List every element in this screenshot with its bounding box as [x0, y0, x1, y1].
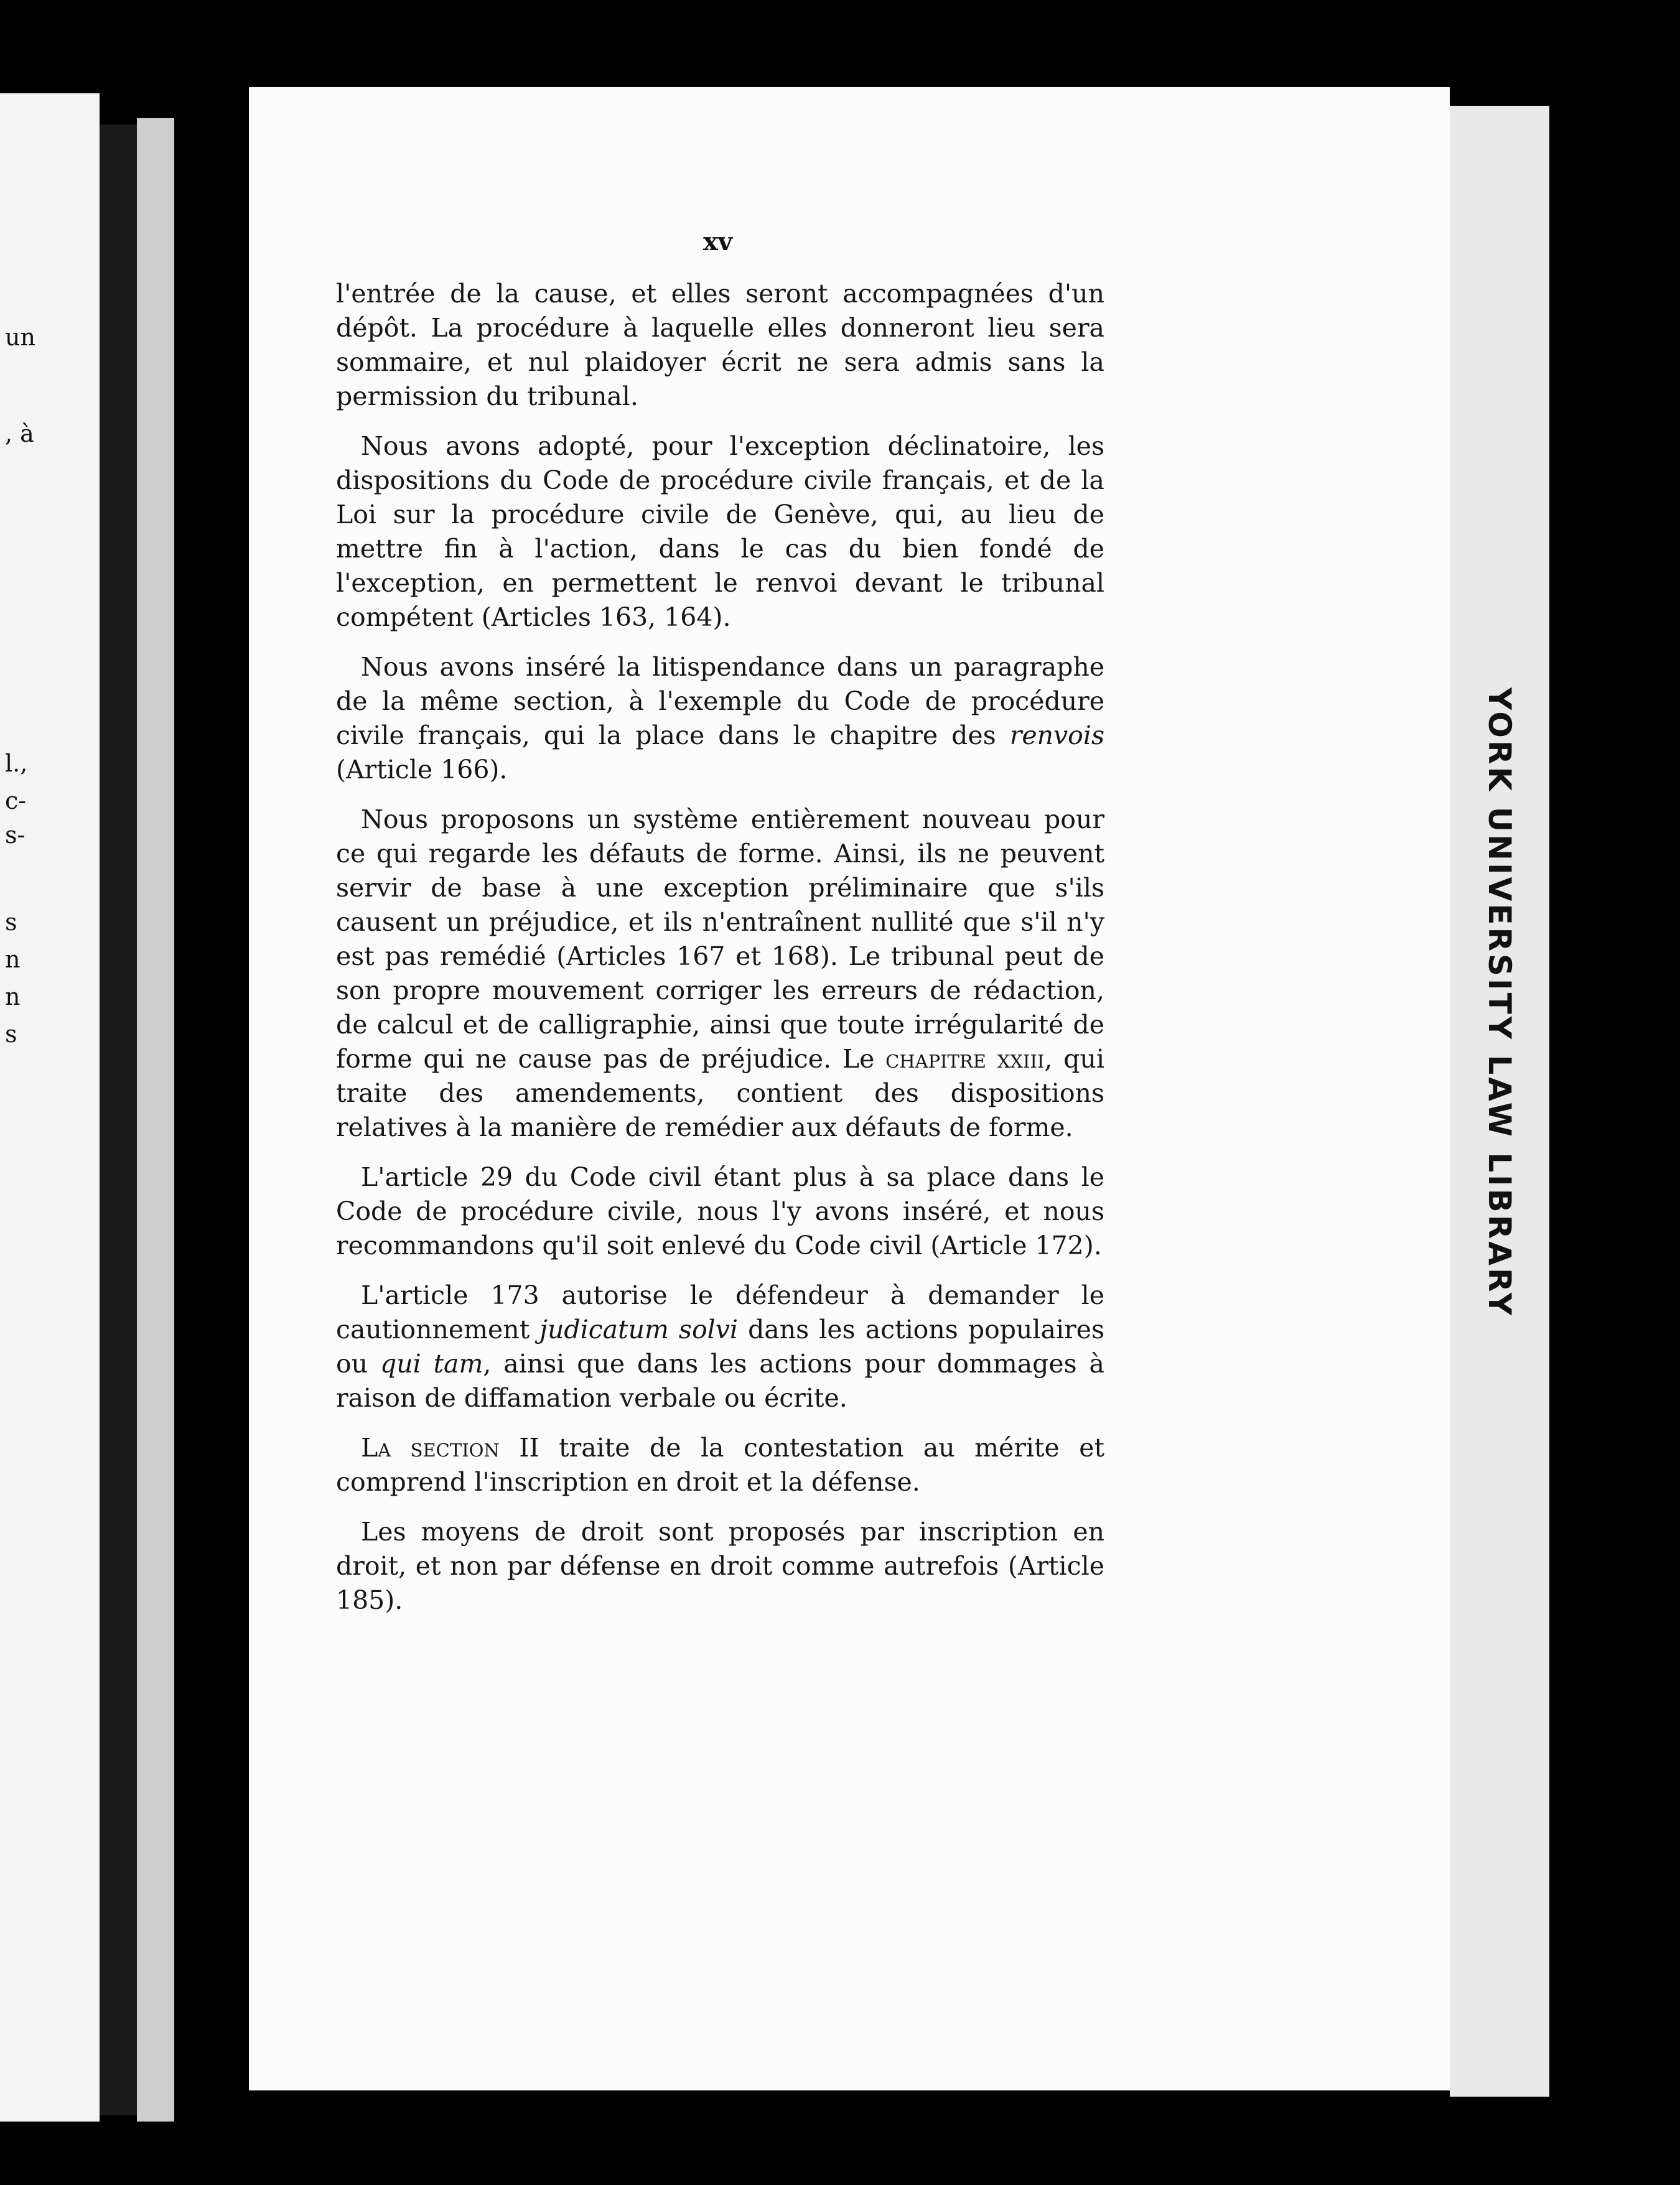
paragraph-text: Nous avons inséré la litispendance dans un paragraphe de la même section, à l'exemple du Code de procédure civile français, qui la place dans le chapitre des	[336, 652, 1104, 750]
library-stamp	[1450, 687, 1549, 1318]
paragraph	[336, 1515, 1104, 1618]
page-edge-band	[137, 118, 174, 2122]
left-page-fragment: , à	[5, 420, 34, 447]
book-gutter	[100, 124, 137, 2115]
paragraph-text: , ainsi que dans les actions pour dommages à raison de diffamation verbale ou écrite.	[336, 1349, 1104, 1413]
left-page-edge	[0, 93, 100, 2122]
paragraph-text: Nous avons adopté, pour l'exception déclinatoire, les dispositions du Code de procédure civile français, et de la Loi sur la procédure civile de Genève, qui, au lieu de mettre fin à l'action, dans le cas du bien fondé de l'exception, en permettent le renvoi devant le tribunal compétent (Articles 163, 164).	[336, 431, 1104, 632]
italic-text: qui tam	[380, 1349, 483, 1379]
left-page-fragment: c-	[5, 787, 27, 814]
left-page-fragment: n	[5, 946, 21, 973]
page-body-text	[336, 277, 1104, 1633]
paragraph	[336, 1431, 1104, 1499]
paragraph	[336, 277, 1104, 414]
paragraph-text: , qui traite des amendements, contient des dispositions relatives à la manière de remédier aux défauts de forme.	[336, 1044, 1104, 1142]
page-number: xv	[703, 227, 733, 256]
paragraph-text: Les moyens de droit sont proposés par inscription en droit, et non par défense en droit comme autrefois (Article 185).	[336, 1517, 1104, 1615]
paragraph-text: L'article 173 autorise le défendeur à demander le cautionnement	[336, 1280, 1104, 1344]
left-page-fragment: s-	[5, 821, 26, 849]
paragraph-text: dans les actions populaires ou	[336, 1315, 1105, 1379]
paragraph-text: Nous proposons un système entièrement nouveau pour ce qui regarde les défauts de forme. Ainsi, ils ne peuvent servir de base à une exception préliminaire que s'ils causent un préjudice, et ils n'entraînent nullité que s'il n'y est pas remédié (Articles 167 et 168). Le tribunal peut de son propre mouvement corriger les erreurs de rédaction, de calcul et de calligraphie, ainsi que toute irrégularité de forme qui ne cause pas de préjudice. Le	[336, 804, 1104, 1074]
small-caps-text: La section	[361, 1433, 500, 1463]
left-page-fragment: l.,	[5, 750, 28, 777]
paragraph	[336, 1160, 1104, 1263]
left-page-fragment: s	[5, 1020, 17, 1048]
left-page-fragment: un	[5, 324, 35, 351]
paragraph-text: L'article 29 du Code civil étant plus à sa place dans le Code de procédure civile, nous l'y avons inséré, et nous recommandons qu'il soit enlevé du Code civil (Article 172).	[336, 1162, 1104, 1260]
italic-text: judicatum solvi	[539, 1315, 739, 1344]
paragraph-text: l'entrée de la cause, et elles seront accompagnées d'un dépôt. La procédure à laquelle elles donneront lieu sera sommaire, et nul plaidoyer écrit ne sera admis sans la permission du tribunal.	[336, 279, 1104, 411]
library-stamp-text: YORK UNIVERSITY LAW LIBRARY	[1482, 687, 1518, 1318]
italic-text: renvois	[1009, 720, 1104, 750]
paragraph-text: II traite de la contestation au mérite et comprend l'inscription en droit et la défense.	[336, 1433, 1104, 1497]
small-caps-text: chapitre xxiii	[885, 1044, 1045, 1074]
paragraph	[336, 1279, 1104, 1415]
left-page-fragment: n	[5, 983, 21, 1010]
paragraph-text: (Article 166).	[336, 755, 508, 785]
paragraph	[336, 650, 1104, 787]
paragraph	[336, 803, 1104, 1145]
paragraph	[336, 429, 1104, 635]
left-page-fragment: s	[5, 908, 17, 936]
